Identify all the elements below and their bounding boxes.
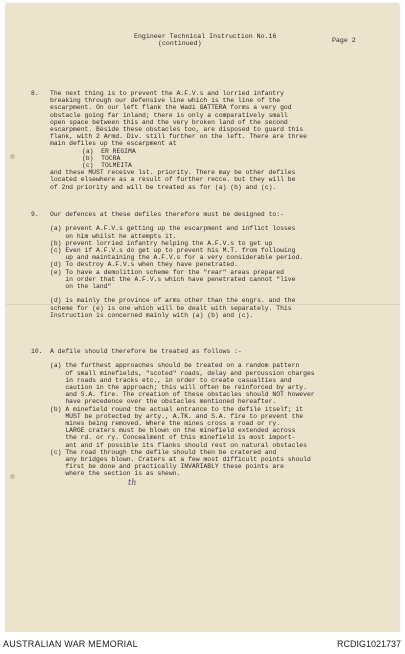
text-line: A defile should therefore be treated as follows :- — [50, 348, 242, 355]
text-line: in order that the A.F.V.s which have penetrated cannot "live — [50, 275, 296, 283]
text-line: caution in the approach; this will often be reinforced by arty. — [50, 384, 307, 391]
text-line: open space between this and the very broken land of the second — [50, 118, 288, 126]
text-line: main defiles up the escarpment at — [50, 140, 177, 148]
text-line: flank, with 2 Armd. Div. still further on the left. There are three — [50, 133, 307, 141]
text-line: escarpment. Beside these obstacles too, are disposed to guard this — [50, 126, 304, 133]
text-line: (d) is mainly the province of arms other than the engrs. and the — [50, 297, 296, 305]
text-line: The next thing is to prevent the A.F.V.s and lorried infantry — [50, 90, 284, 97]
document-subtitle: (continued) — [158, 40, 202, 47]
text-line: breaking through our defensive line which is the line of the — [50, 97, 281, 105]
section-number: 8. — [31, 90, 39, 97]
handwritten-annotation: th — [128, 478, 137, 487]
text-line: of small minefields, "scoted" roads, delay and percussion charges — [50, 369, 315, 377]
section-number: 9. — [31, 211, 39, 218]
text-line: (c) Even if A.F.V.s do get up to prevent his M.T. from following — [50, 247, 296, 254]
text-line: the rd. or ry. Concealment of this minefield is most import- — [50, 434, 296, 442]
record-id: RCDIG1021737 — [336, 639, 401, 649]
text-line: (d) To destroy A.F.V.s when they have penetrated. — [50, 261, 238, 269]
text-line: (b) prevent lorried infantry helping the A.F.V.s to get up — [50, 239, 273, 247]
punch-hole — [10, 474, 15, 479]
archive-name: AUSTRALIAN WAR MEMORIAL — [3, 639, 138, 649]
text-line: up and maintaining the A.F.V.s for a very considerable period. — [50, 254, 304, 262]
text-line: (e) To have a demolition scheme for the "rear" areas prepared — [50, 268, 284, 276]
text-line: (b) A minefield round the actual entrance to the defile itself; it — [50, 405, 304, 413]
document-page — [6, 4, 399, 632]
text-line: on him whilst he attempts it. — [50, 232, 177, 240]
page-number: Page 2 — [332, 37, 356, 44]
text-line: located elsewhere as a result of further recce. but they will be — [50, 176, 296, 184]
text-line: and these MUST receive lst. priority. There may be other defiles — [50, 169, 296, 177]
document-title: Engineer Technical Instruction No.16 — [134, 33, 277, 40]
section-number: 10. — [31, 348, 43, 355]
text-line: (a) prevent A.F.V.s getting up the escarpment and inflict losses — [50, 225, 296, 233]
text-line: (c) The road through the defile should then be cratered and — [50, 448, 277, 456]
text-line: (c) TOLMEITA — [82, 162, 132, 169]
text-line: (a) ER REGIMA — [82, 147, 136, 155]
text-line: (b) TOCRA — [82, 154, 121, 162]
text-line: and S.A. fire. The creation of these obstacles should NOT however — [50, 391, 315, 399]
archive-footer — [0, 632, 405, 654]
text-line: MUST be protected by arty., A.TK. and S.A. fire to prevent the — [50, 412, 304, 420]
text-line: obstacle going far inland; there is only a comparatively small — [50, 111, 288, 119]
text-line: have precedence over the obstacles mentioned hereafter. — [50, 398, 277, 406]
text-line: first be done and practically INVARIABLY these points are — [50, 463, 284, 471]
text-line: where the section is as shewn. — [50, 470, 181, 478]
text-line: any bridges blown. Craters at a few most difficult points should — [50, 456, 311, 463]
text-line: on the land" — [50, 283, 112, 290]
text-line: LARGE craters must be blown on the minefield extended across — [50, 427, 296, 435]
text-line: Our defences at these defiles therefore must be designed to:- — [50, 211, 284, 218]
text-line: mines being removed. Where the mines cross a road or ry. — [50, 420, 281, 427]
text-line: (a) the furthest approaches should be treated on a random pattern — [50, 362, 300, 370]
text-line: Instruction is concerned mainly with (a) (b) and (c). — [50, 311, 254, 319]
text-line: of 2nd priority and will be treated as for (a) (b) and (c). — [50, 183, 277, 191]
punch-hole — [10, 154, 15, 159]
text-line: scheme for (e) is one which will be dealt with separately. This — [50, 304, 292, 312]
text-line: escarpment. On our left flank the Wadi GATTERA forms a very god — [50, 104, 292, 112]
text-line: ant and if possible its flanks should rest on natural obstacles — [50, 441, 307, 449]
text-line: in roads and tracks etc., in order to create casualties and — [50, 376, 292, 384]
